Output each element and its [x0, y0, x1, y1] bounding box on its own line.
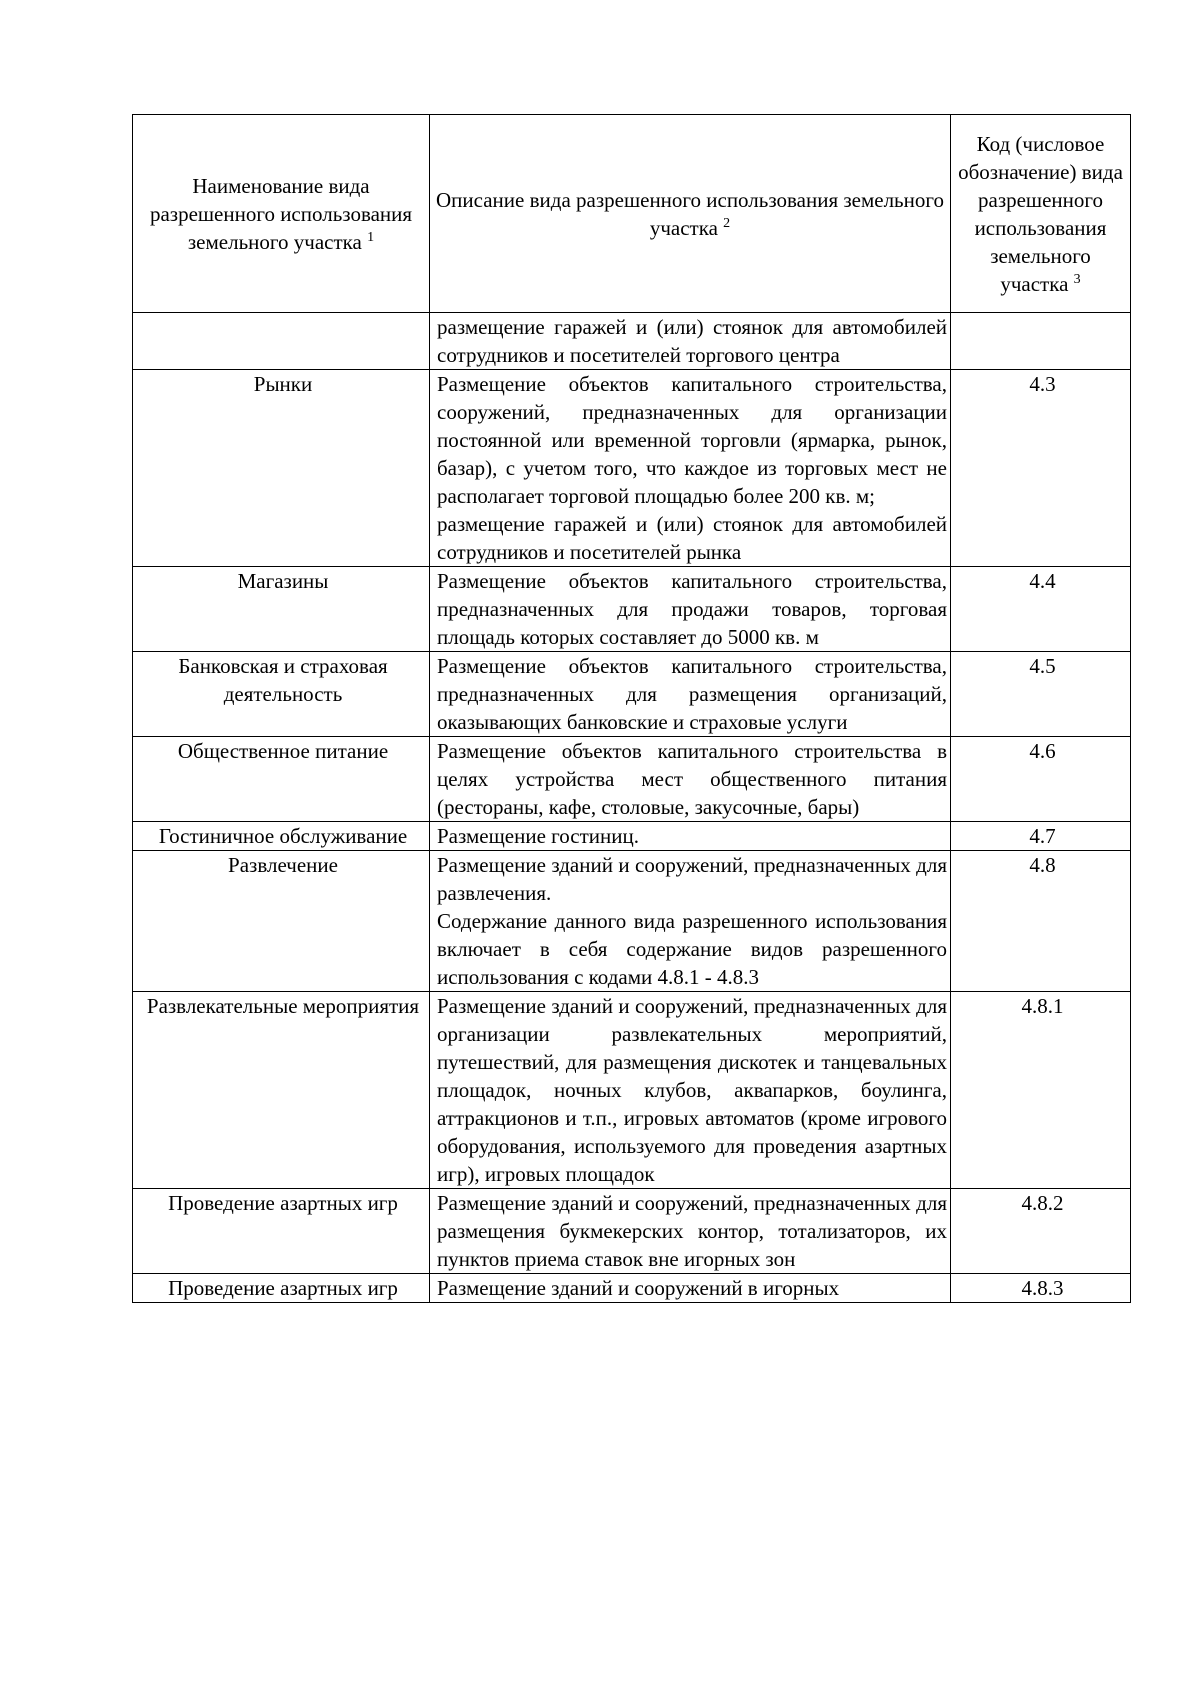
header-description-text: Описание вида разрешенного использования земельного участка	[436, 187, 944, 240]
description-paragraph: Размещение объектов капитального строительства в целях устройства мест общественного питания (рестораны, кафе, столовые, закусочные, бары)	[437, 739, 947, 819]
use-name: Развлечение	[133, 851, 430, 992]
use-description	[430, 992, 951, 1189]
use-code: 4.8	[951, 851, 1131, 992]
description-paragraph: Размещение зданий и сооружений, предназначенных для размещения букмекерских контор, тотализаторов, их пунктов приема ставок вне игорных зон	[437, 1191, 947, 1271]
use-description	[430, 313, 951, 370]
table-row	[133, 652, 1131, 737]
use-name: Рынки	[133, 370, 430, 567]
description-paragraph: Размещение зданий и сооружений, предназначенных для развлечения.	[437, 853, 947, 905]
use-name: Магазины	[133, 567, 430, 652]
footnote-mark: 2	[723, 215, 731, 231]
table-row	[133, 313, 1131, 370]
description-paragraph: Размещение объектов капитального строительства, предназначенных для продажи товаров, торговая площадь которых составляет до 5000 кв. м	[437, 569, 947, 649]
use-description	[430, 567, 951, 652]
use-name: Общественное питание	[133, 737, 430, 822]
description-paragraph: размещение гаражей и (или) стоянок для автомобилей сотрудников и посетителей рынка	[437, 512, 947, 564]
table-row	[133, 992, 1131, 1189]
use-name: Гостиничное обслуживание	[133, 822, 430, 851]
use-code: 4.8.3	[951, 1274, 1131, 1303]
use-name: Проведение азартных игр	[133, 1274, 430, 1303]
land-use-table	[132, 114, 1131, 1303]
footnote-mark: 1	[367, 229, 375, 245]
use-description	[430, 652, 951, 737]
use-name: Банковская и страховая деятельность	[133, 652, 430, 737]
table-row	[133, 567, 1131, 652]
footnote-mark: 3	[1073, 271, 1081, 287]
table-row	[133, 1274, 1131, 1303]
use-description	[430, 737, 951, 822]
description-paragraph: Размещение гостиниц.	[437, 824, 639, 848]
table-row	[133, 851, 1131, 992]
description-paragraph: Размещение объектов капитального строительства, предназначенных для размещения организаций, оказывающих банковские и страховые услуги	[437, 654, 947, 734]
description-paragraph: размещение гаражей и (или) стоянок для автомобилей сотрудников и посетителей торгового центра	[437, 315, 947, 367]
table-row	[133, 1189, 1131, 1274]
use-description	[430, 370, 951, 567]
header-description	[430, 115, 951, 313]
use-code: 4.8.1	[951, 992, 1131, 1189]
use-name: Проведение азартных игр	[133, 1189, 430, 1274]
description-paragraph: Размещение зданий и сооружений, предназначенных для организации развлекательных мероприятий, путешествий, для размещения дискотек и танцевальных площадок, ночных клубов, аквапарков, боулинга, аттракционов и т.п., игровых автоматов (кроме игрового оборудования, используемого для проведения азартных игр), игровых площадок	[437, 994, 947, 1186]
use-code: 4.8.2	[951, 1189, 1131, 1274]
use-code	[951, 313, 1131, 370]
use-code: 4.3	[951, 370, 1131, 567]
use-code: 4.5	[951, 652, 1131, 737]
header-code-text: Код (числовое обозначение) вида разрешенного использования земельного участка	[958, 131, 1123, 296]
use-name	[133, 313, 430, 370]
use-description	[430, 1189, 951, 1274]
use-code: 4.6	[951, 737, 1131, 822]
use-code: 4.7	[951, 822, 1131, 851]
table-row	[133, 822, 1131, 851]
table-header-row	[133, 115, 1131, 313]
header-name	[133, 115, 430, 313]
description-paragraph: Размещение зданий и сооружений в игорных	[437, 1276, 840, 1300]
use-description	[430, 822, 951, 851]
header-name-text: Наименование вида разрешенного использования земельного участка	[149, 173, 413, 254]
table-row	[133, 737, 1131, 822]
use-description	[430, 851, 951, 992]
table-row	[133, 370, 1131, 567]
description-paragraph: Размещение объектов капитального строительства, сооружений, предназначенных для организации постоянной или временной торговли (ярмарка, рынок, базар), с учетом того, что каждое из торговых мест не располагает торговой площадью более 200 кв. м;	[437, 372, 947, 508]
use-description	[430, 1274, 951, 1303]
header-code	[951, 115, 1131, 313]
description-paragraph: Содержание данного вида разрешенного использования включает в себя содержание видов разрешенного использования с кодами 4.8.1 - 4.8.3	[437, 909, 947, 989]
use-code: 4.4	[951, 567, 1131, 652]
use-name: Развлекательные мероприятия	[133, 992, 430, 1189]
